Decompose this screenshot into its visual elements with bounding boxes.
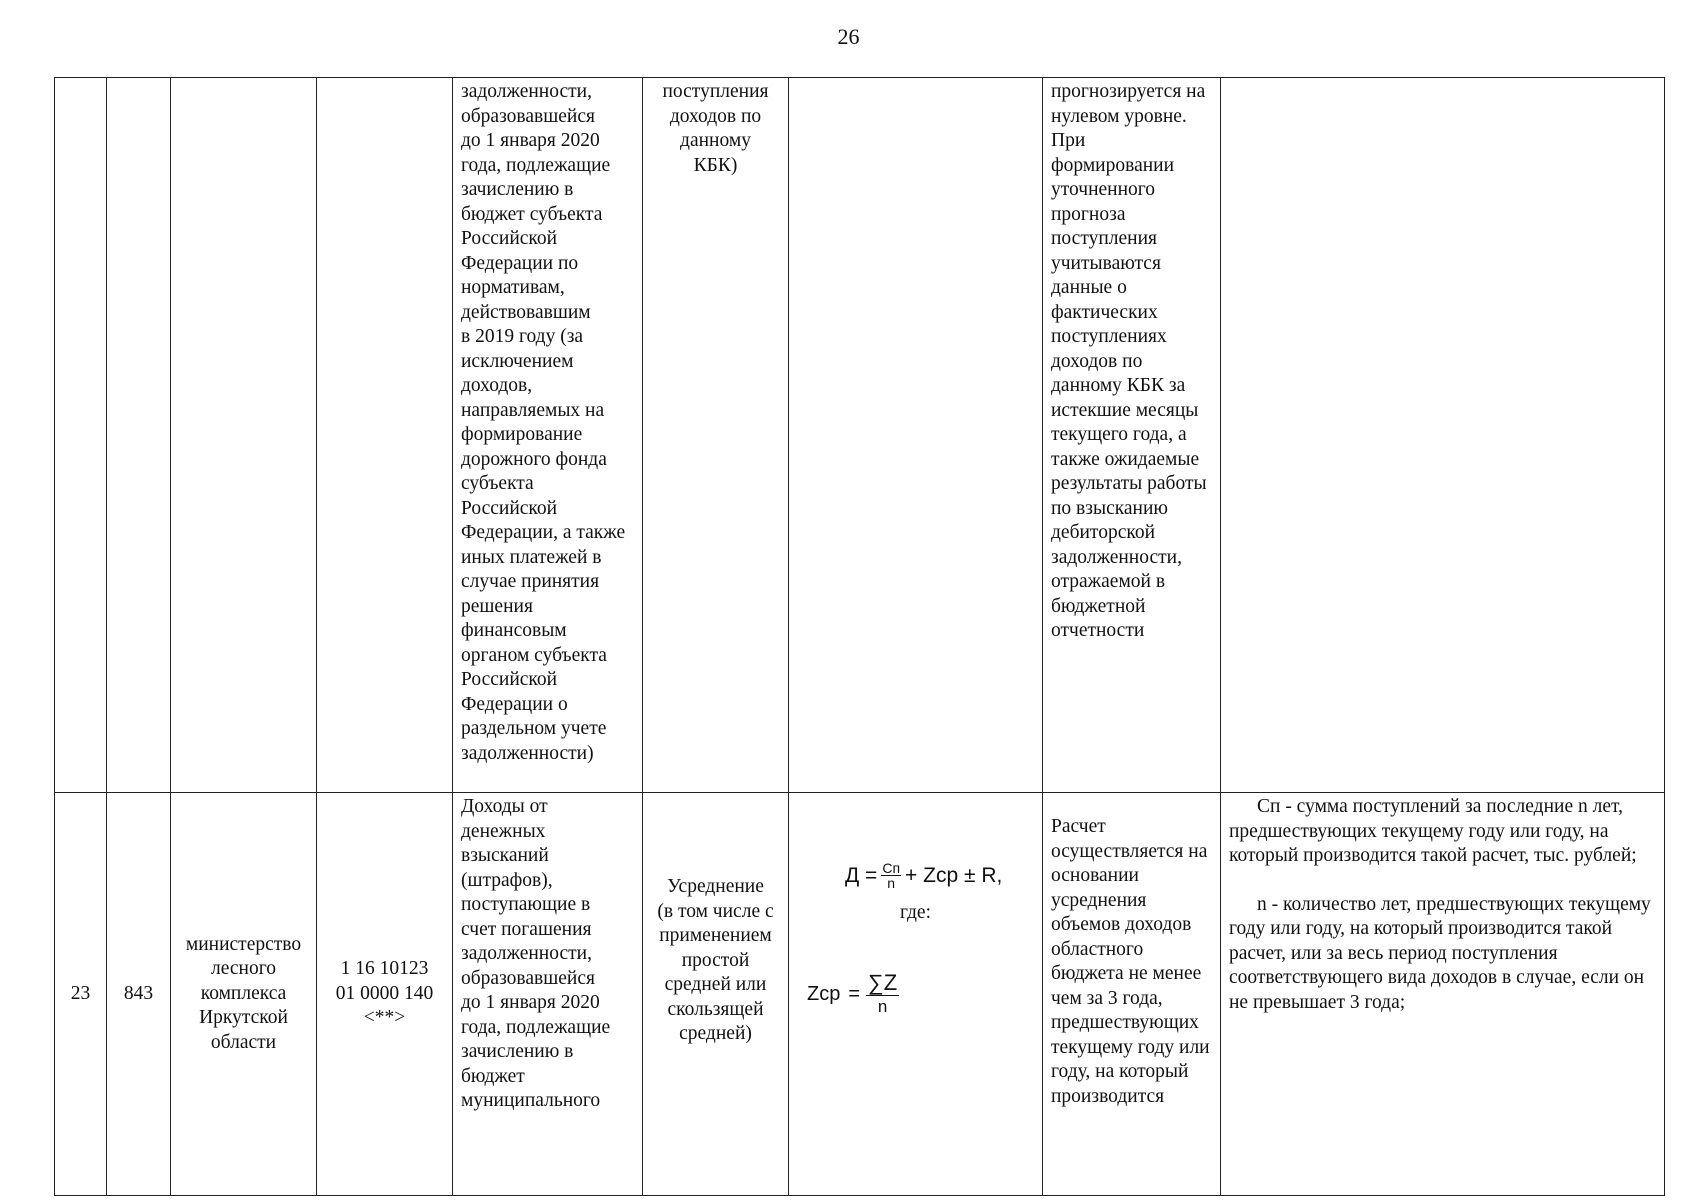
cell-admin-name — [171, 78, 317, 793]
cell-method: поступления доходов по данному КБК) — [643, 78, 789, 793]
cell-admin-code: 843 — [107, 793, 171, 1196]
formula-d-rest: + Zср ± R, — [905, 863, 1003, 887]
note-paragraph-sp: Сп - сумма поступлений за последние n лет, предшествующих текущему году или году, на который производится такой расчет, тыс. рублей; — [1229, 796, 1637, 866]
formula-block — [797, 795, 1034, 1095]
cell-number: 23 — [55, 793, 107, 1196]
formula-z-lhs: Zср — [807, 983, 841, 1006]
formula-z-fraction — [866, 971, 899, 1018]
formula-z-denominator: n — [877, 997, 888, 1016]
cell-method: Усреднение (в том числе с применением простой средней или скользящей средней) — [643, 793, 789, 1196]
formula-z-numerator: ∑Z — [868, 970, 898, 995]
page-number: 26 — [837, 24, 860, 49]
cell-formula — [789, 78, 1043, 793]
cell-algorithm: Расчет осуществляется на основании усреднения объемов доходов областного бюджета не менее чем за 3 года, предшествующих текущему году или году, на который производится — [1043, 793, 1221, 1196]
formula-z — [807, 971, 899, 1018]
revenue-forecast-table — [54, 77, 1665, 1196]
note-paragraph-n: n - количество лет, предшествующих текущему году или году, на который производится такой расчет, или за весь период поступления соответствующего вида доходов в случае, если он не превышает 3 года; — [1229, 893, 1651, 1013]
table-row-23 — [55, 793, 1665, 1196]
formula-d-lhs: Д = — [845, 863, 878, 887]
formula-d-denominator: n — [887, 875, 896, 891]
cell-description: задолженности, образовавшейся до 1 января 2020 года, подлежащие зачислению в бюджет субъекта Российской Федерации по нормативам, действовавшим в 2019 году (за исключением доходов, направляемых на формирование дорожного фонда субъекта Российской Федерации, а также иных платежей в случае принятия решения финансовым органом субъекта Российской Федерации о раздельном учете задолженности) — [453, 78, 643, 793]
table-row-continuation — [55, 78, 1665, 793]
formula-where: где: — [899, 902, 932, 923]
formula-z-eq: = — [848, 983, 861, 1006]
cell-number — [55, 78, 107, 793]
cell-kbk: 1 16 10123 01 0000 140 <**> — [317, 793, 453, 1196]
cell-admin-code — [107, 78, 171, 793]
formula-d-fraction — [881, 861, 901, 891]
cell-description: Доходы от денежных взысканий (штрафов), поступающие в счет погашения задолженности, образовавшейся до 1 января 2020 года, подлежащие зачислению в бюджет муниципального — [453, 793, 643, 1196]
cell-kbk — [317, 78, 453, 793]
cell-admin-name: министерство лесного комплекса Иркутской области — [171, 793, 317, 1196]
formula-d — [845, 861, 1002, 891]
cell-notes — [1221, 793, 1665, 1196]
cell-formula — [789, 793, 1043, 1196]
cell-notes — [1221, 78, 1665, 793]
formula-d-numerator: Сп — [882, 860, 901, 876]
cell-algorithm: прогнозируется на нулевом уровне. При формировании уточненного прогноза поступления учитываются данные о фактических поступлениях доходов по данному КБК за истекшие месяцы текущего года, а также ожидаемые результаты работы по взысканию дебиторской задолженности, отражаемой в бюджетной отчетности — [1043, 78, 1221, 793]
